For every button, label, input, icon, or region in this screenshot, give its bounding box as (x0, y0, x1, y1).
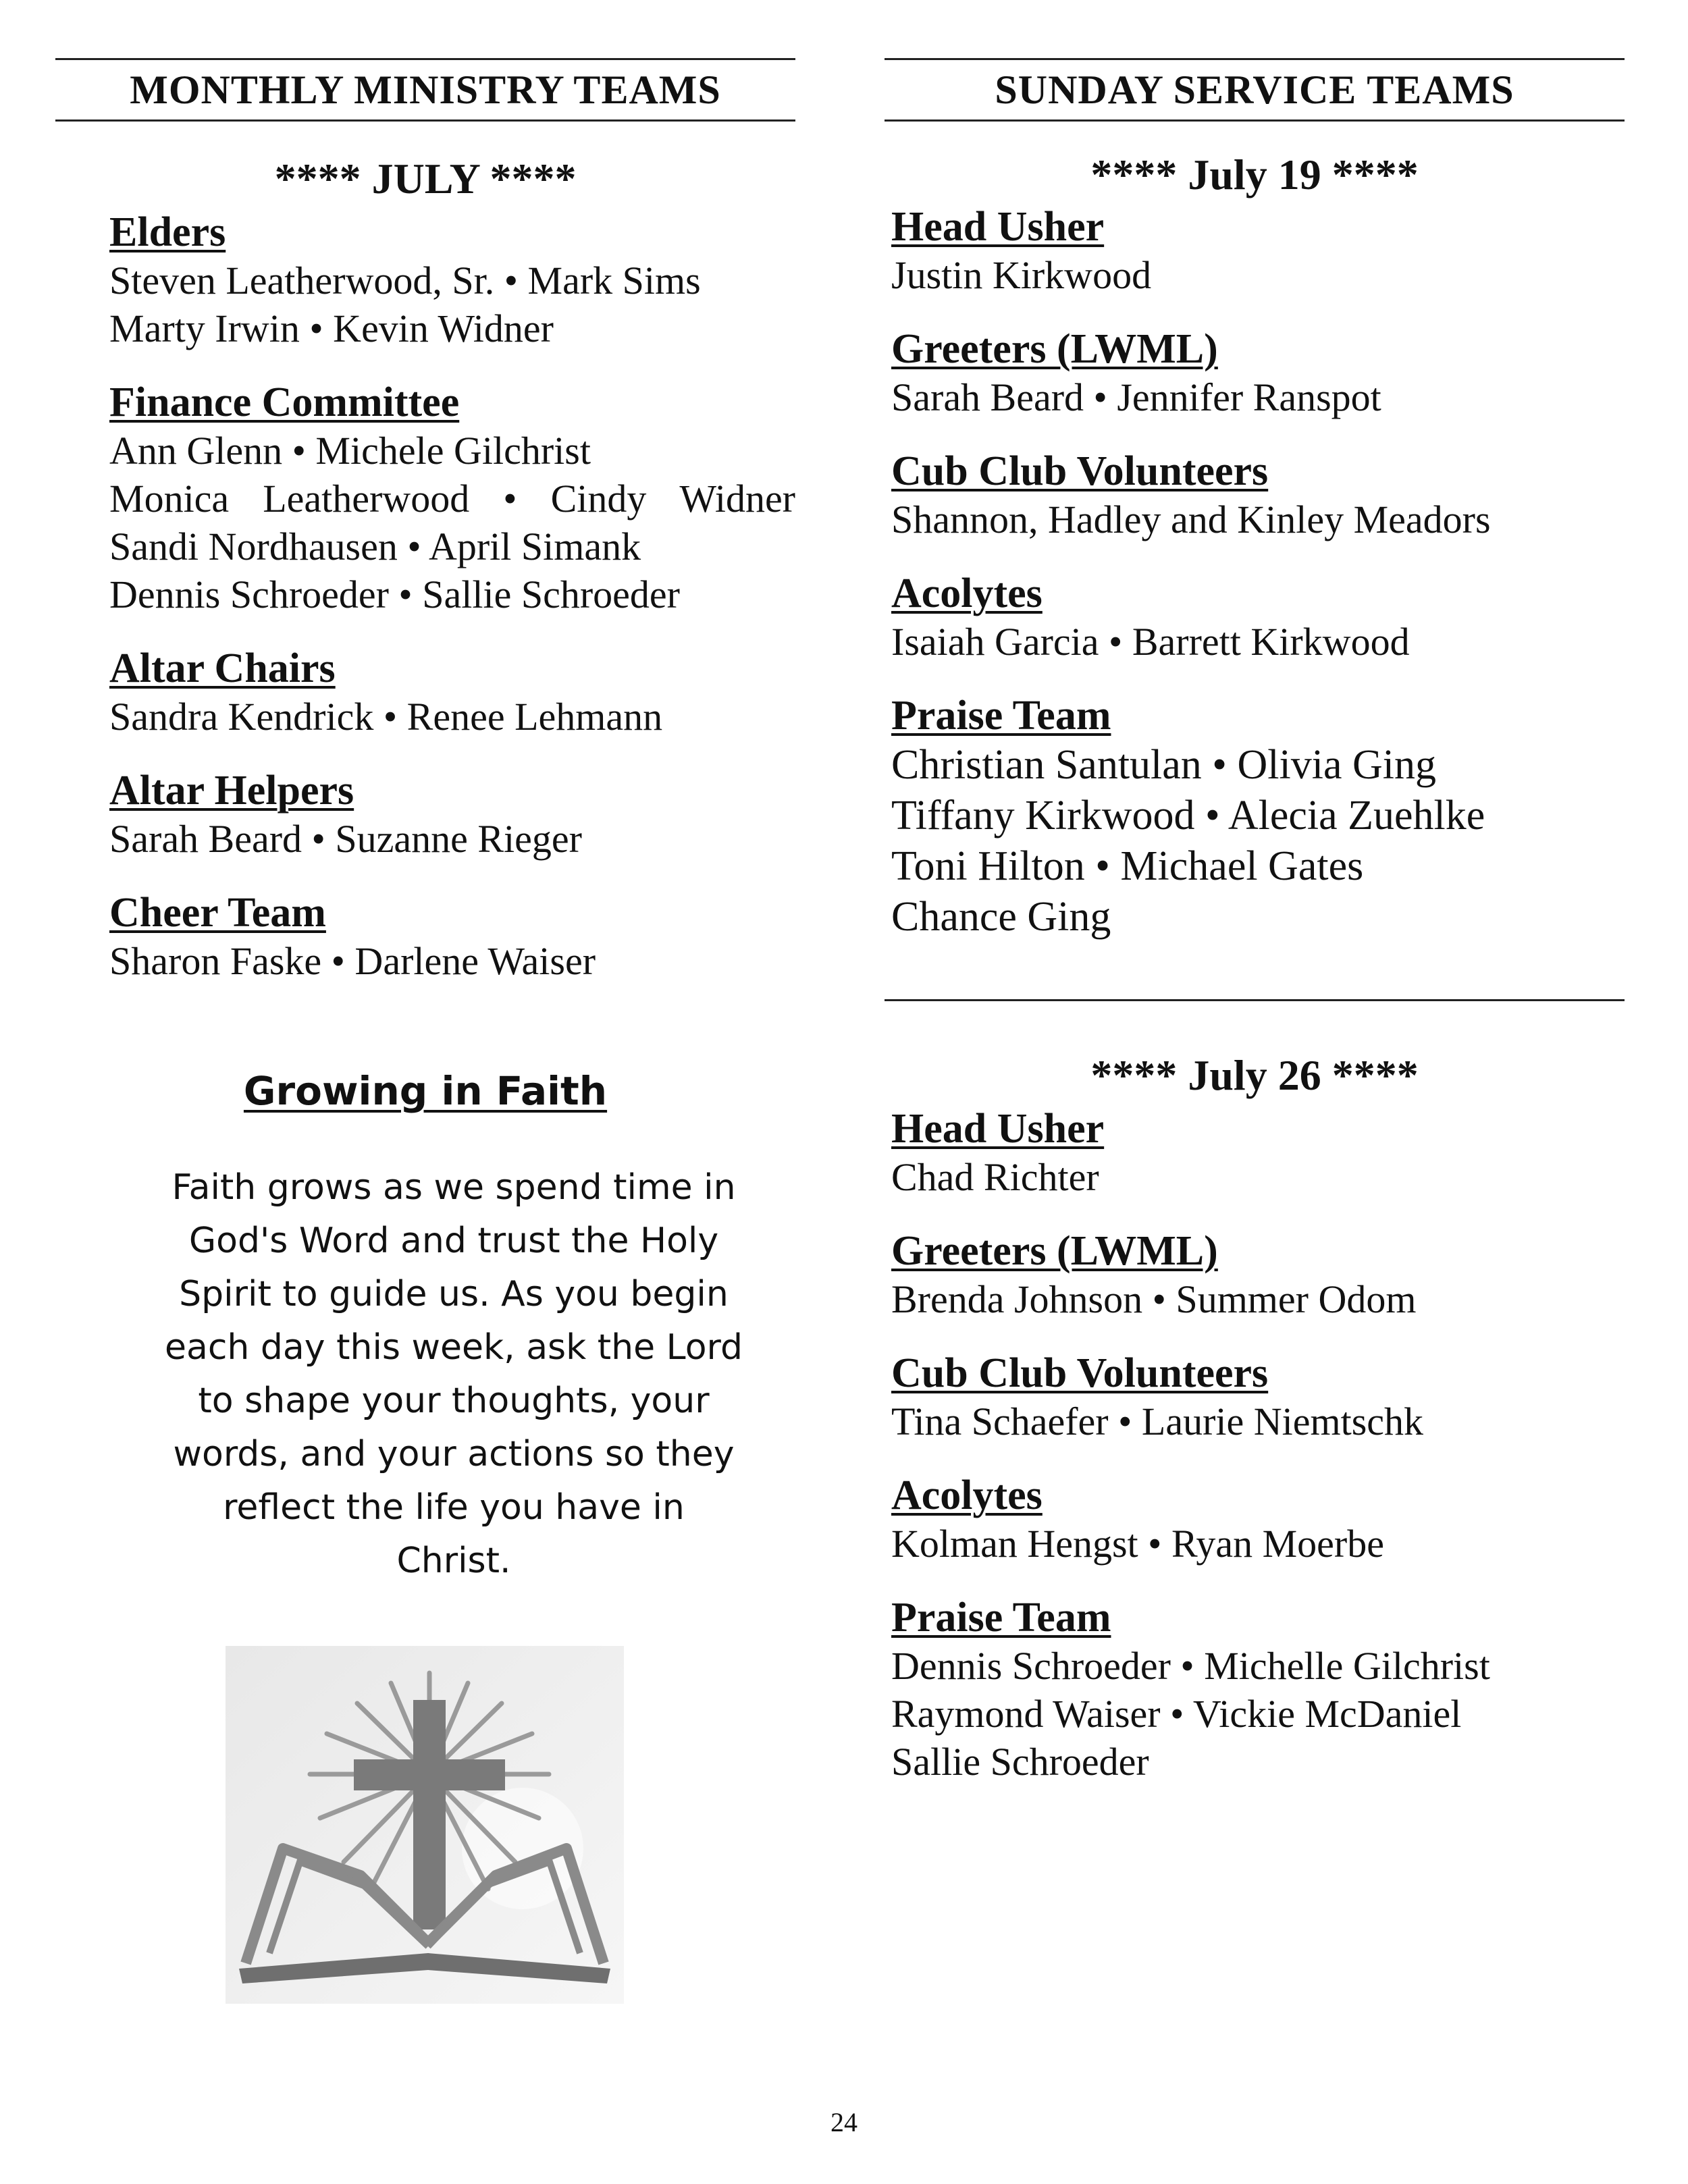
section-line: Marty Irwin • Kevin Widner (109, 307, 554, 350)
section-acolytes (891, 569, 1625, 666)
section-altar-helpers (109, 766, 795, 863)
page-number: 24 (830, 2107, 858, 2137)
section-line: Justin Kirkwood (891, 253, 1152, 297)
section-altar-chairs (109, 644, 795, 741)
section-line: Sandi Nordhausen • April Simank (109, 525, 641, 568)
section-line: Chad Richter (891, 1155, 1099, 1199)
section-line: Christian Santulan • Olivia Ging (891, 742, 1436, 788)
section-finance-committee (109, 378, 795, 618)
section-cheer-team (109, 888, 795, 985)
faith-line: God's Word and trust the Holy (188, 1221, 719, 1261)
section-line: Steven Leatherwood, Sr. • Mark Sims (109, 259, 701, 302)
faith-line: Christ. (396, 1541, 511, 1581)
sunday-service-header: SUNDAY SERVICE TEAMS (885, 58, 1625, 122)
section-line: Sarah Beard • Jennifer Ranspot (891, 375, 1381, 419)
section-acolytes (891, 1471, 1625, 1568)
section-line: Chance Ging (891, 894, 1111, 940)
section-line: Dennis Schroeder • Sallie Schroeder (109, 572, 680, 616)
section-line: Sharon Faske • Darlene Waiser (109, 939, 596, 983)
faith-line: each day this week, ask the Lord (164, 1327, 743, 1368)
section-line: Shannon, Hadley and Kinley Meadors (891, 498, 1491, 541)
monthly-ministry-header: MONTHLY MINISTRY TEAMS (55, 58, 795, 122)
section-title: Altar Helpers (109, 768, 354, 814)
section-praise-team (891, 1593, 1625, 1786)
section-line: Isaiah Garcia • Barrett Kirkwood (891, 620, 1410, 664)
cross-and-open-bible-icon (226, 1646, 624, 2004)
section-elders (109, 208, 795, 352)
section-title: Greeters (LWML) (891, 1228, 1218, 1274)
week-july-26-sections (891, 1104, 1625, 1811)
section-greeters (891, 1227, 1625, 1323)
section-praise-team (891, 691, 1625, 942)
faith-line: words, and your actions so they (173, 1434, 735, 1474)
growing-in-faith-title: Growing in Faith (243, 1068, 608, 1114)
growing-in-faith-text (116, 1161, 791, 1588)
section-title: Acolytes (891, 570, 1043, 616)
section-title: Praise Team (891, 693, 1111, 739)
section-line: Monica Leatherwood • Cindy Widner (109, 477, 795, 521)
section-line: Brenda Johnson • Summer Odom (891, 1277, 1417, 1321)
section-line: Sandra Kendrick • Renee Lehmann (109, 695, 663, 739)
faith-line: to shape your thoughts, your (198, 1381, 710, 1421)
month-heading: **** JULY **** (274, 155, 577, 203)
section-title: Cub Club Volunteers (891, 1350, 1269, 1396)
week-divider (885, 999, 1625, 1001)
section-title: Finance Committee (109, 379, 460, 425)
section-title: Cheer Team (109, 890, 326, 936)
section-title: Cub Club Volunteers (891, 448, 1269, 494)
monthly-sections (109, 208, 795, 1011)
section-line: Kolman Hengst • Ryan Moerbe (891, 1522, 1384, 1566)
section-line: Dennis Schroeder • Michelle Gilchrist (891, 1644, 1490, 1688)
section-head-usher (891, 1104, 1625, 1201)
faith-line: reflect the life you have in (223, 1487, 685, 1528)
section-cub-club-volunteers (891, 1349, 1625, 1445)
week-heading: **** July 26 **** (1090, 1051, 1419, 1099)
section-title: Praise Team (891, 1595, 1111, 1641)
section-line: Ann Glenn • Michele Gilchrist (109, 429, 591, 473)
section-head-usher (891, 203, 1625, 299)
faith-line: Spirit to guide us. As you begin (179, 1274, 729, 1314)
week-july-19-sections (891, 203, 1625, 968)
section-cub-club-volunteers (891, 447, 1625, 543)
section-line: Tiffany Kirkwood • Alecia Zuehlke (891, 793, 1485, 838)
section-line: Toni Hilton • Michael Gates (891, 843, 1364, 889)
section-title: Greeters (LWML) (891, 326, 1218, 372)
section-line: Sarah Beard • Suzanne Rieger (109, 817, 582, 861)
week-heading: **** July 19 **** (1090, 151, 1419, 198)
section-greeters (891, 325, 1625, 421)
section-title: Head Usher (891, 1106, 1105, 1152)
section-line: Tina Schaefer • Laurie Niemtschk (891, 1400, 1424, 1443)
section-title: Altar Chairs (109, 645, 336, 691)
section-title: Acolytes (891, 1472, 1043, 1518)
section-title: Head Usher (891, 204, 1105, 250)
section-line: Sallie Schroeder (891, 1740, 1149, 1784)
faith-line: Faith grows as we spend time in (172, 1167, 736, 1208)
section-line: Raymond Waiser • Vickie McDaniel (891, 1692, 1462, 1736)
section-title: Elders (109, 209, 226, 255)
